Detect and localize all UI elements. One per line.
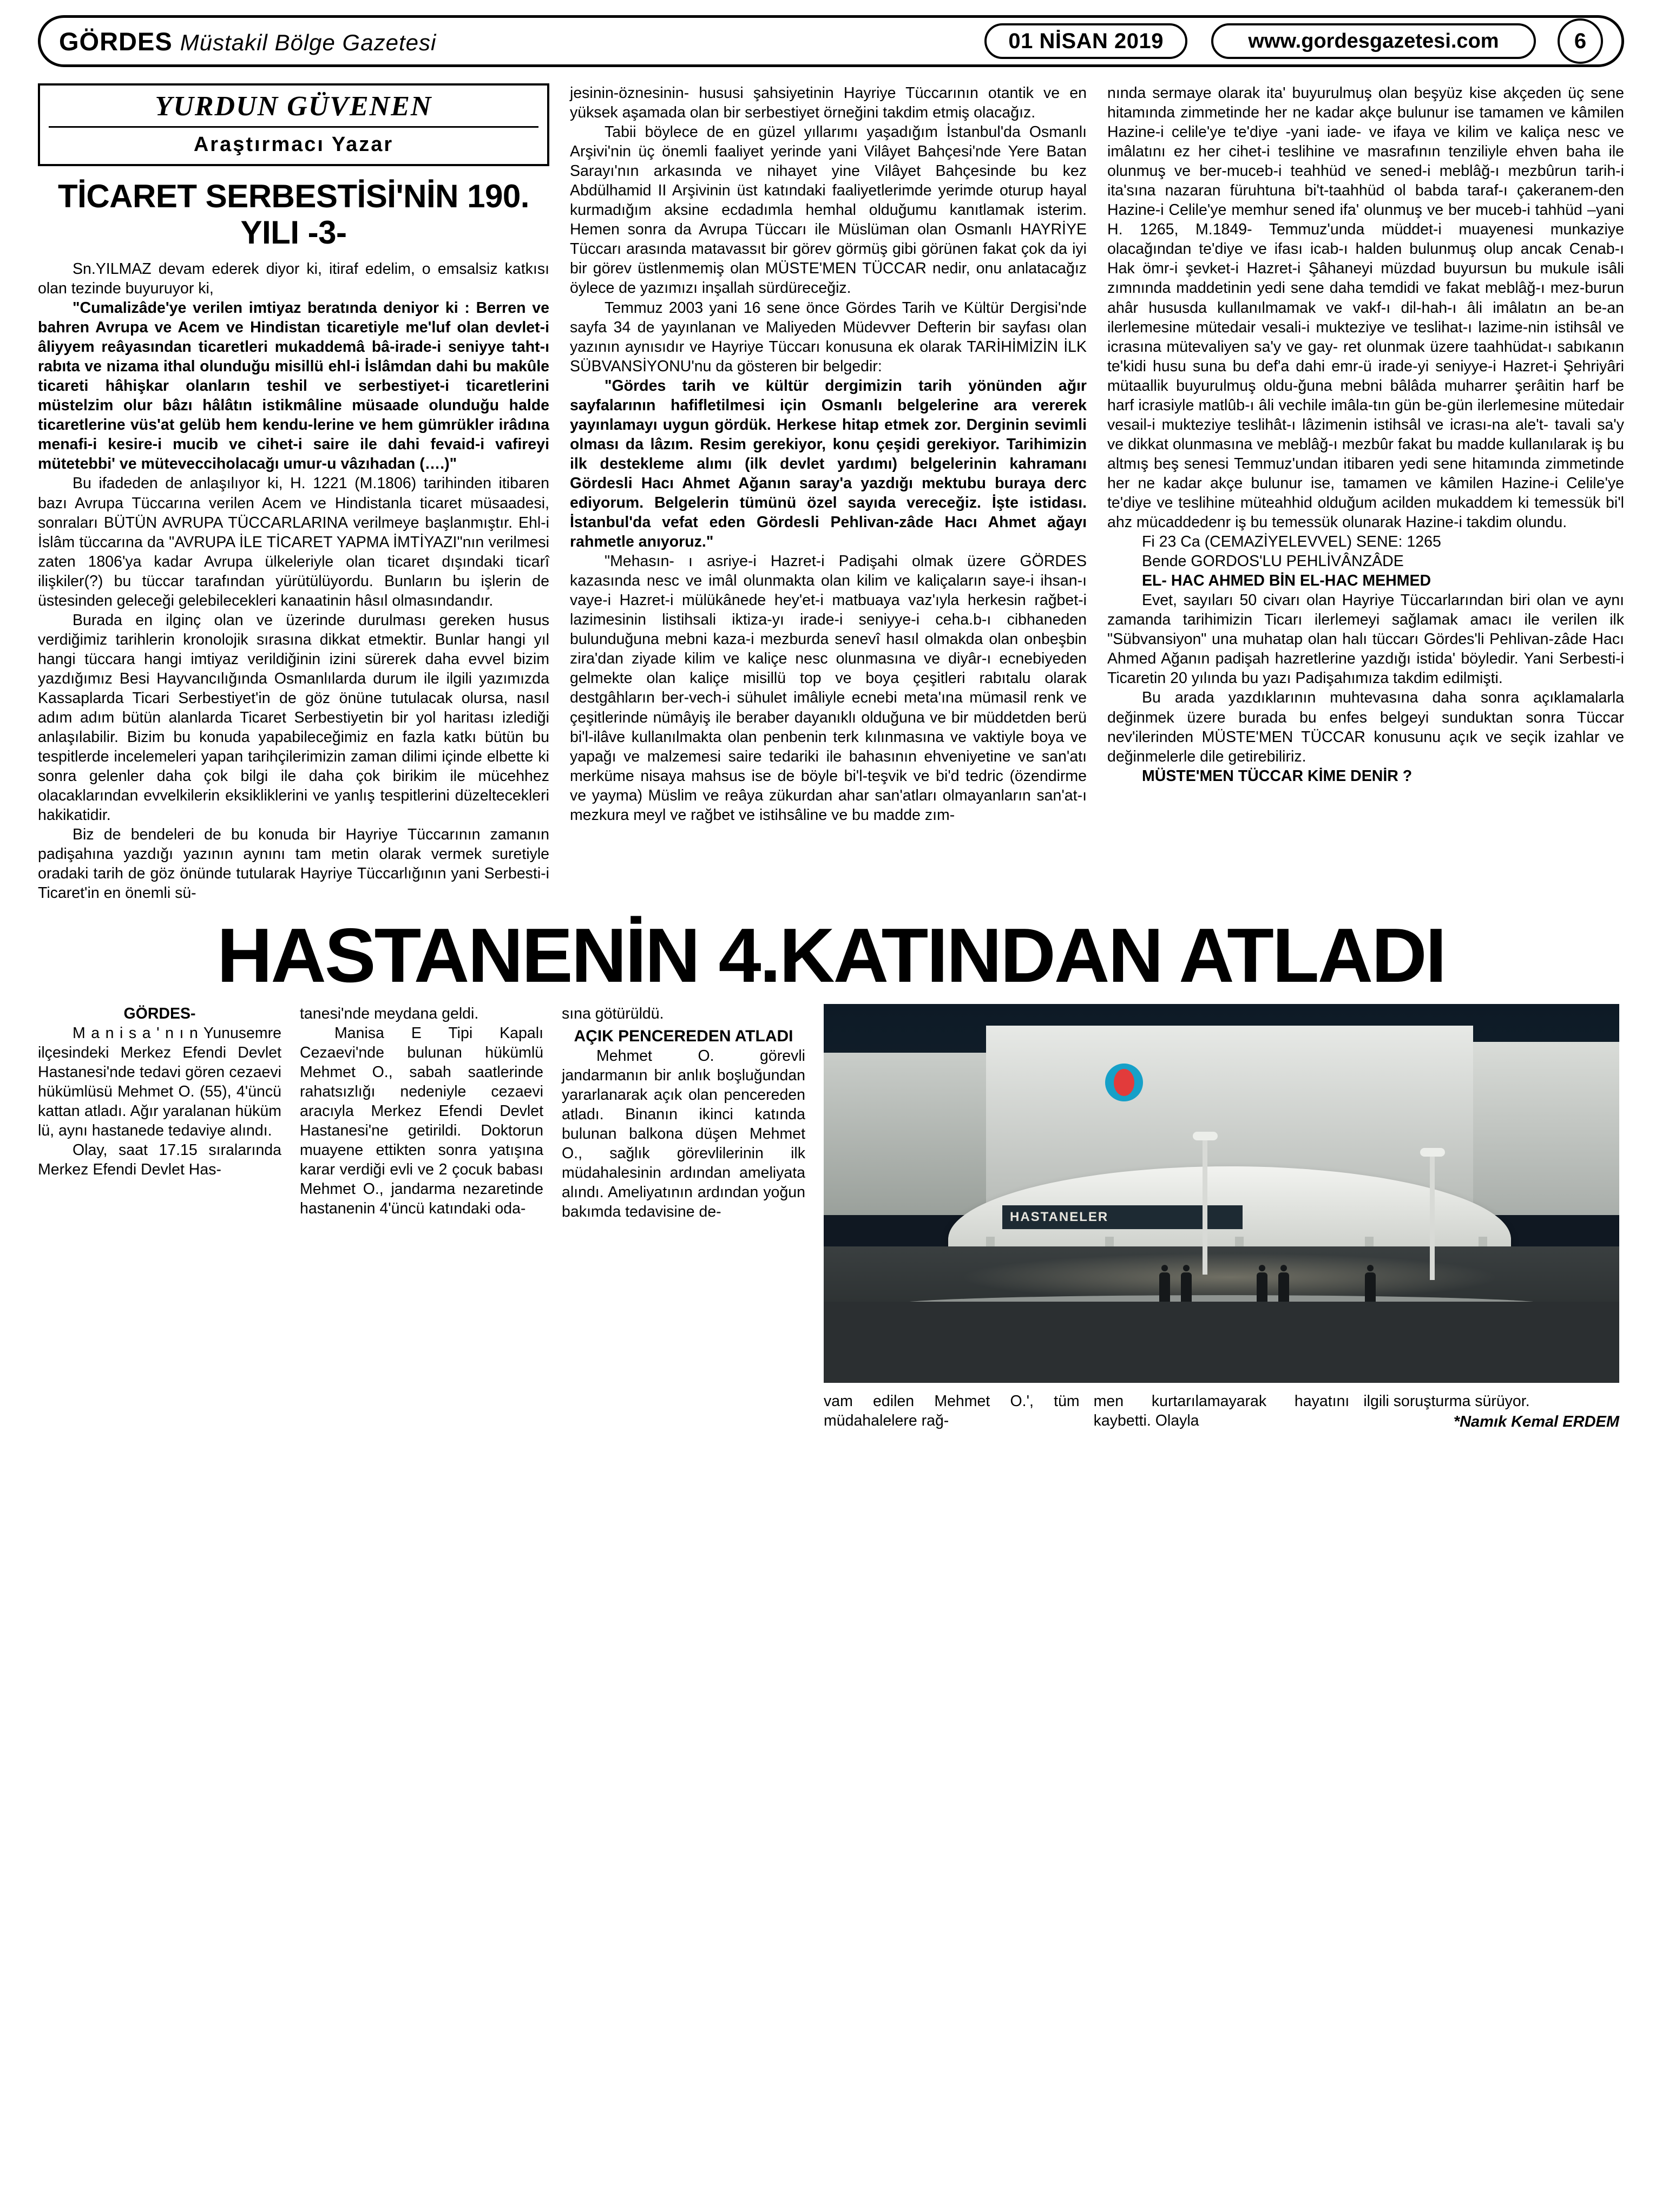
secondary-article-headline: HASTANENİN 4.KATINDAN ATLADI bbox=[216, 912, 1446, 999]
page-number: 6 bbox=[1558, 18, 1603, 64]
masthead-date: 01 NİSAN 2019 bbox=[984, 23, 1187, 59]
paragraph: "Mehasın- ı asriye-i Hazret-i Padişahi olmak üzere GÖRDES kazasında nesc ve imâl olunmakta olan kilim ve kaliçaların saye-i ihsan-ı vaye-i Hazret-i mülükânede hey'et-i matbuaya vaz'ıyla herkesin rağbet-i lazimesinin listihsali iktiza-yı irade-i seniyye-i ceha.b-ı cibhaneden bulunduğuna mebni kaza-i mezburda senevî hasıl olmakda olan onbeşbin zira'dan ziyade kilim ve kaliçe nesc olunmasına ve diyâr-ı ecnebiyeden gelmekte olan kaliçe misillü top ve boya çeşitleri rabıtalu olarak destgâhların ber-vech-i sühulet imâliyle ecnebi meta'ına mümasil renk ve çeşitlerinde nümâyiş ile beraber dayanıklı olduğuna ve bir müddetden berü bi'l-ilâve kullanılmakta olan penbenin terk kılınmasına ve vaktiyle boya ve yapağı ve malzemesi saire tedariki ile bahasının ehveniyetine ve san'atı merküme nisaya mahsus ise de böyle bi'l-teşvik ve bi'd tedric (özendirme ve yayma) Müslim ve reâya zükurdan ahar san'atları olmayanların san'at-ı mezkura meyl ve rağbet ve istihsâline ve bu madde zım- bbox=[570, 553, 1087, 824]
photo-building-right bbox=[1473, 1042, 1619, 1215]
paragraph: Bu arada yazdıklarının muhtevasına daha sonra açıklamalarla değinmek üzere burada bu enfes belgeyi sunduktan sonra Tüccar nev'ilerinden MÜSTE'MEN TÜCCAR konusunu açık ve seçik izahlar ve değinmelerle dile getirebiliriz. bbox=[1107, 689, 1624, 765]
hospital-logo-icon bbox=[1105, 1064, 1143, 1101]
photo-building-left bbox=[824, 1053, 986, 1215]
photo-person bbox=[1257, 1272, 1267, 1302]
paragraph: tanesi'nde meydana geldi. bbox=[300, 1005, 479, 1022]
paragraph: Tabii böylece de en güzel yıllarımı yaşadığım İstanbul'da Osmanlı Arşivi'nin üç önemli faaliyet yerinde yani Vilâyet Bahçesi'nde Yere Batan Sarayı'nın arkasında ve nihayet yine Vilâyet Bahçesinde bu kez Abdülhamid II Arşivinin üst katındaki faaliyetlerimde yerimde oturup hayal kurmadığım aksine ecdadımla hemhal olduğumu kanıtlamak isterim. Hemen sonra da Avrupa Tüccarı ile Müslüman olan Osmanlı HAYRİYE Tüccarı arasında matavassıt bir görev görmüş gibi görünen fakat çok da iyi bir görev üstlenmemiş olan MÜSTE'MEN TÜCCAR nedir, onu anlatacağız öylece de yazımızı inşallah sürdüreceğiz. bbox=[570, 123, 1087, 297]
masthead-brand: GÖRDES bbox=[59, 27, 173, 56]
author-box bbox=[38, 83, 549, 166]
author-divider bbox=[49, 126, 538, 128]
masthead bbox=[38, 15, 1624, 67]
photo-lamp-head bbox=[1193, 1132, 1218, 1140]
photo-lamp-head bbox=[1420, 1148, 1445, 1157]
masthead-subtitle: Müstakil Bölge Gazetesi bbox=[180, 29, 437, 55]
paragraph: Bu ifadeden de anlaşılıyor ki, H. 1221 (M.1806) tarihinden itibaren bazı Avrupa Tüccarına verilen Acem ve Hindistanla ticaret müsaadesi, sonraları BÜTÜN AVRUPA TÜCCARLARINA verilmeye başlanmıştır. Ehl-i İslâm tüccarına da "AVRUPA İLE TİCARET YAPMA İMTİYAZI"nın verilmesi zaten 1806'ya kadar Avrupa ülkeleriyle olan ticaret dışındaki ticarî ilişkiler(?) bu tüccar tarafından yürütülüyordu. Bunların bu işlerin de üstesinden geleceği gelebilecekleri kanaatinin hâsıl olmasındandır. bbox=[38, 475, 549, 609]
caption-column-2 bbox=[1094, 1391, 1350, 1431]
dateline: GÖRDES- bbox=[123, 1005, 196, 1022]
secondary-column-2 bbox=[300, 1004, 543, 1431]
paragraph: "Cumalizâde'ye verilen imtiyaz beratında deniyor ki : Berren ve bahren Avrupa ve Acem ve Hindistan ticaretiyle me'luf olan devlet-i âliyyem reâyasından ticaretleri mukaddemâ bâ-irade-i seniyye taht-ı rabıta ve nizama ithal olunduğu misillü ehl-i İslâmdan dahi bu makûle ticareti hâhişkar olanların teshil ve serbestiyet-i ticaretlerini müstelzim olur bâzı hâlâtın istikmâline müsaade olunduğu halde ticaretlerine vüs'at gelüb hem kendu-lerine ve hem gümrükler irâdına menafi-i kesire-i mucib ve cihet-i saire ile dahi fevaid-i vafireyi mütetebbi' ve mütevecciholacağı umur-u vâzıhadan (….)" bbox=[38, 299, 549, 473]
paragraph: M a n i s a ' n ı n Yunusemre ilçesindeki Merkez Efendi Devlet Hastanesi'nde tedavi gören cezaevi hükümlüsü Mehmet O. (55), 4'üncü kattan atladı. Ağır yaralanan hüküm lü, aynı hastanede tedaviye alındı. bbox=[38, 1024, 281, 1139]
paragraph: Mehmet O. görevli jandarmanın bir anlık boşluğundan yararlanarak açık olan pencereden atladı. Binanın ikinci katında bulunan balkona düşen Mehmet O., sağlık görevlilerinin ilk müdahalesinin ardından ameliyata alındı. Ameliyatının ardından yoğun bakımda tedavisine de- bbox=[562, 1047, 805, 1220]
photo-caption bbox=[824, 1391, 1619, 1431]
paragraph: jesinin-öznesinin- hususi şahsiyetinin Hayriye Tüccarının otantik ve en yüksek aşamada olan bir serbestiyet örneğini takdim etmiş olacağız. bbox=[570, 84, 1087, 122]
paragraph: EL- HAC AHMED BİN EL-HAC MEHMED bbox=[1142, 572, 1431, 590]
photo-light-glow bbox=[959, 1253, 1500, 1302]
article-headline: TİCARET SERBESTİSİ'NİN 190. YILI -3- bbox=[58, 178, 529, 251]
secondary-subheading: AÇIK PENCEREDEN ATLADI bbox=[574, 1027, 793, 1045]
secondary-column-3 bbox=[562, 1004, 805, 1431]
article-column-1 bbox=[38, 83, 549, 903]
caption-column-1 bbox=[824, 1391, 1080, 1431]
paragraph: Evet, sayıları 50 civarı olan Hayriye Tüccarlarından biri olan ve aynı zamanda tarihimizin Ticarı ilerlemeyi sağlamak amacı ile verilen ilk "Sübvansiyon" una muhatap olan halı tüccarı Gördes'li Pehlivan-zâde Hacı Ahmed Ağanın padişah hazretlerine yazdığı istida' böyledir. Yani Serbesti-i Ticaretin 20 yılında bu yazı Padişahımıza takdim edilmişti. bbox=[1107, 592, 1624, 687]
hospital-night-photo bbox=[824, 1004, 1619, 1383]
caption-text: men kurtarılamayarak hayatını kaybetti. Olayla bbox=[1093, 1392, 1350, 1429]
article-column-2 bbox=[570, 83, 1087, 903]
article-main-columns bbox=[38, 83, 1624, 903]
article-column-3 bbox=[1107, 83, 1624, 903]
paragraph: Bende GORDOS'LU PEHLİVÂNZÂDE bbox=[1142, 553, 1404, 570]
paragraph: Sn.YILMAZ devam ederek diyor ki, itiraf edelim, o emsalsiz katkısı olan tezinde buyuruyor ki, bbox=[38, 260, 549, 298]
photo-street-lamp bbox=[1430, 1156, 1435, 1280]
paragraph: MÜSTE'MEN TÜCCAR KİME DENİR ? bbox=[1142, 767, 1413, 785]
photo-person bbox=[1181, 1272, 1192, 1302]
paragraph: nında sermaye olarak ita' buyurulmuş olan beşyüz kise akçeden üç sene hitamında zimmetinde her ne kadar akçe bulunur ise tamamen ve kâmilen Hazine-i celile'ye te'diye -yani iade- ve ifaya ve kilim ve kaliça nesc ve imâlatını ez her cihet-i teslihine ve masrafının tenziliyle ehven baha ile olunmuş ve ber-muceb-i teahhüd ve sened-i meblâğ-ı mezbûrun tarih-i ita'sına nazaran füruhtuna bi't-taahhüd ol babda taraf-ı çakeranem-den Hazine-i Celile'ye memhur sened ifa' olunmuş ve ber muceb-i tahhüd –yani H. 1265, M.1849- Temmuz'unda müddet-i muayenesi munkaziye olacağından te'diye ve ifası icab-ı halden bulunmuş olup ancak Cenab-ı Hak ömr-i şevket-i Hazret-i Şâhaneyi müzdad buyursun bu mukule isâli zımnında maddetinin yedi sene daha temdidi ve fakat meblâğ-ı mez-burun ahâr hususda kullanılmamak ve vakf-ı dil-hah-ı âli imâlatın an be-an ilerlemesine mütedair vesali-i mukteziye ve teslihat-ı lazime-nin istihsâl ve icrasına mütevaliyen sa'y ve gay- ret olunmak üzere taahhüdat-ı sabıkanın te'kidi husu suna bu def'a dahi emr-ü irade-yi seniyye-i Hazret-i Şehriyâri mütaallik buyurulmuş oldu-ğuna mebni bâlâda muharrer şerâitin harf be harf icrasiyle matlûb-ı âli vechile imâla-tın gün be-gün ilerlemesine mütedair vesail-i mukteziye teslihât-ı lâzimenin istihsâl ve icrası-na ale't- tavali sa'y ve dikkat olunmasına ve meblâğ-ı mezbûr fakat bu madde kullanılarak iş bu altmış beş senesi Temmuz'undan itibaren yedi sene hitamında zimmetinde her ne kadar akçe bulunur ise, tamamen ve kâmilen Hazine-i Celile'ye te'diye ve teslihine müteahhid olduğum acilden mukaddem ki temessük bi'l ahz mücaddedenr iş bu temessük olunarak Hazine-i takdim olundu. bbox=[1107, 84, 1624, 531]
caption-column-3 bbox=[1363, 1391, 1619, 1431]
paragraph: Manisa E Tipi Kapalı Cezaevi'nde bulunan hükümlü Mehmet O., sabah saatlerinde rahatsızlığı nedeniyle cezaevi aracıyla Merkez Efendi Devlet Hastanesi'ne getirildi. Doktorun muayene ettikten sonra yatışına karar verdiği evli ve 2 çocuk babası Mehmet O., jandarma nezaretinde hastanenin 4'üncü katındaki oda- bbox=[300, 1024, 543, 1217]
photo-street-lamp bbox=[1203, 1139, 1207, 1275]
paragraph: Burada en ilginç olan ve üzerinde durulması gereken husus verdiğimiz tarihlerin kronolojik sırasına dikkat etmektir. Bunlar hangi yıl hangi tüccara hangi imtiyaz verildiğinin izini sürerek daha evvel bizim yazdığımız Besi Hayvancılığında Osmanlılarda durum ile ilgili yazımızda Kassaplarda Ticari Serbestiyet'in de göz önüne tutulacak olursa, nasıl adım adım bütün alanlarda Ticaret Serbestiyetin bir yol haritası izlediği anlaşılabilir. Bizim bu konuda yapabileceğimiz en fazla katkı bütün bu tespitlerde incelemeleri yapan tarihçilerimizin zaman dilimi içinde elbette ki sonra gelenler daha çok bilgi ile daha çok birikim ile mücehhez olacaklarından evvelkilerin eksikliklerini ve yanlış tespitlerini düzeltecekleri hakikatidir. bbox=[38, 611, 549, 824]
masthead-title bbox=[59, 27, 436, 56]
caption-text: ilgili soruşturma sürüyor. bbox=[1363, 1392, 1530, 1410]
newspaper-page bbox=[0, 15, 1662, 2212]
photo-road bbox=[824, 1302, 1619, 1383]
secondary-column-1 bbox=[38, 1004, 281, 1431]
photo-building-sign: HASTANELER bbox=[1002, 1205, 1243, 1229]
paragraph: Olay, saat 17.15 sıralarında Merkez Efendi Devlet Has- bbox=[38, 1141, 281, 1178]
photo-person bbox=[1159, 1272, 1170, 1302]
paragraph: "Gördes tarih ve kültür dergimizin tarih yönünden ağır sayfalarının hafifletilmesi için Osmanlı belgelerine ara vererek yayınlamayı uygun gördük. Herkese hitap etmek zor. Derginin sevimli olması da lâzım. Resim gerekiyor, konu çeşidi gerekiyor. Tarihimizin ilk destekleme alımı (ilk devlet yardımı) belgelerinin kahramanı Gördesli Hacı Ahmet Ağanın saray'a yazdığı mektubu buraya derc ediyorum. Belgelerin tümünü özel sayıda vereceğiz. İşte istidası. İstanbul'da vefat eden Gördesli Pehlivan-zâde Hacı Ahmet ağayı rahmetle anıyoruz." bbox=[570, 377, 1087, 551]
caption-text: vam edilen Mehmet O.', tüm müdahalelere rağ- bbox=[824, 1392, 1080, 1429]
paragraph: sına götürüldü. bbox=[562, 1005, 664, 1022]
paragraph: Biz de bendeleri de bu konuda bir Hayriye Tüccarının zamanın padişahına yazdığı yazının aynını tam metin olarak vermek suretiyle oradaki tarih de göz önünde tutularak Hayriye Tüccarlığının yani Serbesti-i Ticaret'in en önemli sü- bbox=[38, 826, 549, 902]
photo-person bbox=[1278, 1272, 1289, 1302]
secondary-article-columns bbox=[38, 1004, 1624, 1431]
paragraph: Fi 23 Ca (CEMAZİYELEVVEL) SENE: 1265 bbox=[1142, 533, 1441, 551]
masthead-website[interactable]: www.gordesgazetesi.com bbox=[1211, 23, 1536, 59]
photo-person bbox=[1365, 1272, 1376, 1302]
author-name: YURDUN GÜVENEN bbox=[155, 91, 432, 122]
paragraph: Temmuz 2003 yani 16 sene önce Gördes Tarih ve Kültür Dergisi'nde sayfa 34 de yayınlanan ve Maliyeden Müdevver Defterin bir sayfası olan yazının aynısıdır ve Hayriye Tüccarı konusuna ek olarak TARİHİMİZİN İLK SÜBVANSİYONU'nu da gösteren bir belgedir: bbox=[570, 299, 1087, 375]
photo-block bbox=[824, 1004, 1619, 1431]
article-byline: *Namık Kemal ERDEM bbox=[1453, 1413, 1620, 1430]
author-role: Araştırmacı Yazar bbox=[193, 133, 394, 156]
